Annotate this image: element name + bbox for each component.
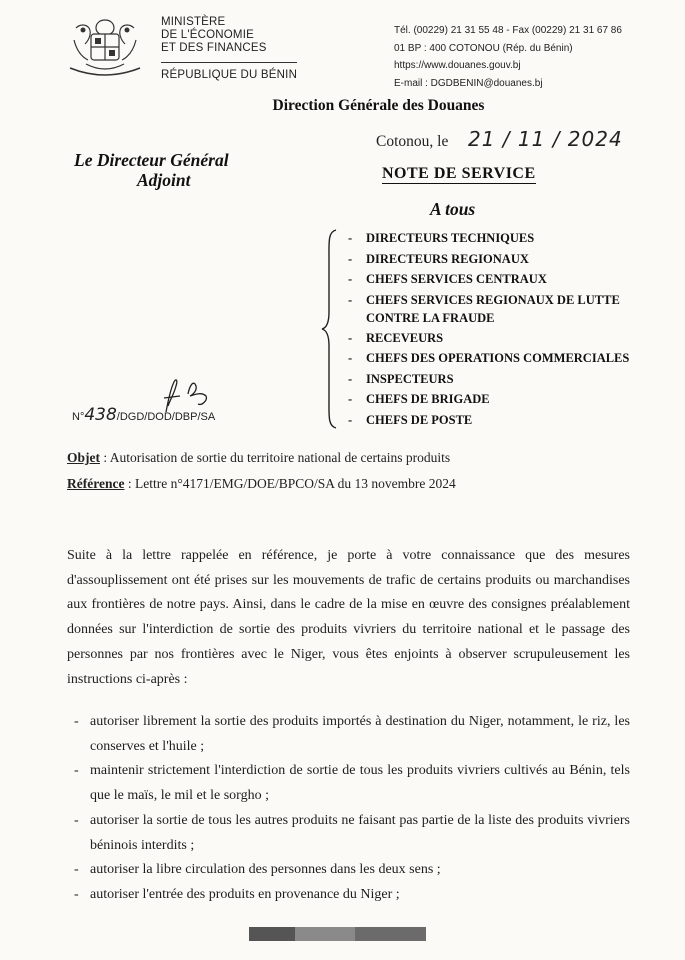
recipient-item: - CHEFS SERVICES CENTRAUX — [348, 269, 629, 290]
direction-title: Direction Générale des Douanes — [272, 97, 485, 114]
recipient-item: - RECEVEURS — [348, 328, 629, 349]
subject-label: Objet — [67, 450, 100, 465]
reference-label: Référence — [67, 476, 125, 491]
recipient-line-continued: CONTRE LA FRAUDE — [366, 310, 495, 325]
body-paragraph: Suite à la lettre rappelée en référence, je porte à votre connaissance que des mesures d'assouplissement ont été prises sur les mouvements de trafic de certains produits ou marchandises aux frontières de notre pays. Ainsi, dans le cadre de la mise en œuvre des consignes préalablement données sur l'interdiction de sortie des produits vivriers du territoire national et le passage des personnes par nos frontières avec le Niger, vous êtes enjoints à observer scrupuleusement les instructions ci-après : — [67, 548, 630, 687]
instruction-item: - autoriser librement la sortie des produits importés à destination du Niger, notamment, le riz, les conserves et l'huile ; — [74, 710, 630, 759]
footer-bar-segment — [249, 927, 295, 941]
contact-website: https://www.douanes.gouv.bj — [394, 60, 521, 71]
republic-name: RÉPUBLIQUE DU BÉNIN — [161, 69, 298, 81]
ministry-line: ET DES FINANCES — [161, 42, 267, 54]
signatory-title — [74, 150, 229, 190]
curly-brace-icon — [320, 228, 340, 430]
recipient-item: - DIRECTEURS REGIONAUX — [348, 249, 629, 270]
contact-phone: Tél. (00229) 21 31 55 48 - Fax (00229) 21 31 67 86 — [394, 25, 622, 36]
contact-email: E-mail : DGDBENIN@douanes.bj — [394, 77, 543, 89]
recipient-item: - CHEFS DE BRIGADE — [348, 389, 629, 410]
subject-line — [67, 450, 450, 466]
instruction-item: - autoriser la libre circulation des personnes dans les deux sens ; — [74, 858, 630, 883]
addressee-heading: A tous — [430, 199, 476, 219]
coat-of-arms-emblem — [66, 14, 144, 80]
ref-handwritten-number: 438 — [84, 405, 117, 425]
subject-text: : Autorisation de sortie du territoire national de certains produits — [100, 450, 451, 465]
footer-bar-segment — [355, 927, 426, 941]
reference-line — [67, 476, 456, 492]
recipient-item: - INSPECTEURS — [348, 369, 629, 390]
handwritten-initials — [158, 376, 218, 416]
ref-prefix: N° — [72, 411, 85, 423]
ministry-line: MINISTÈRE — [161, 16, 226, 28]
instruction-item: - maintenir strictement l'interdiction de sortie de tous les produits vivriers cultivés au Bénin, tels que le maïs, le mil et le sorgho ; — [74, 759, 630, 808]
footer-color-bar — [249, 927, 426, 941]
recipient-item: - DIRECTEURS TECHNIQUES — [348, 228, 629, 249]
signatory-line-1: Le Directeur Général — [74, 150, 229, 170]
place-label: Cotonou, le — [376, 133, 449, 150]
recipient-item: - CHEFS DES OPERATIONS COMMERCIALES — [348, 348, 629, 369]
instruction-list — [74, 710, 630, 908]
footer-bar-segment — [295, 927, 355, 941]
handwritten-date: 21 / 11 / 2024 — [468, 127, 623, 151]
recipient-line: CHEFS SERVICES REGIONAUX DE LUTTE — [366, 292, 620, 307]
ministry-divider — [161, 62, 297, 63]
ministry-line: DE L'ÉCONOMIE — [161, 29, 254, 41]
reference-text: : Lettre n°4171/EMG/DOE/BPCO/SA du 13 novembre 2024 — [124, 476, 456, 491]
recipient-list — [348, 228, 629, 430]
contact-address: 01 BP : 400 COTONOU (Rép. du Bénin) — [394, 42, 573, 54]
instruction-item: - autoriser la sortie de tous les autres produits ne faisant pas partie de la liste des produits vivriers béninois interdits ; — [74, 809, 630, 858]
contact-block — [394, 22, 622, 92]
ref-suffix: /DGD/DOD/DBP/SA — [116, 411, 216, 423]
instruction-item: - autoriser l'entrée des produits en provenance du Niger ; — [74, 883, 630, 908]
recipient-item — [348, 290, 629, 328]
note-title: NOTE DE SERVICE — [382, 165, 536, 182]
ministry-block — [161, 16, 297, 82]
signatory-line-2: Adjoint — [137, 170, 191, 190]
recipient-item: - CHEFS DE POSTE — [348, 410, 629, 431]
